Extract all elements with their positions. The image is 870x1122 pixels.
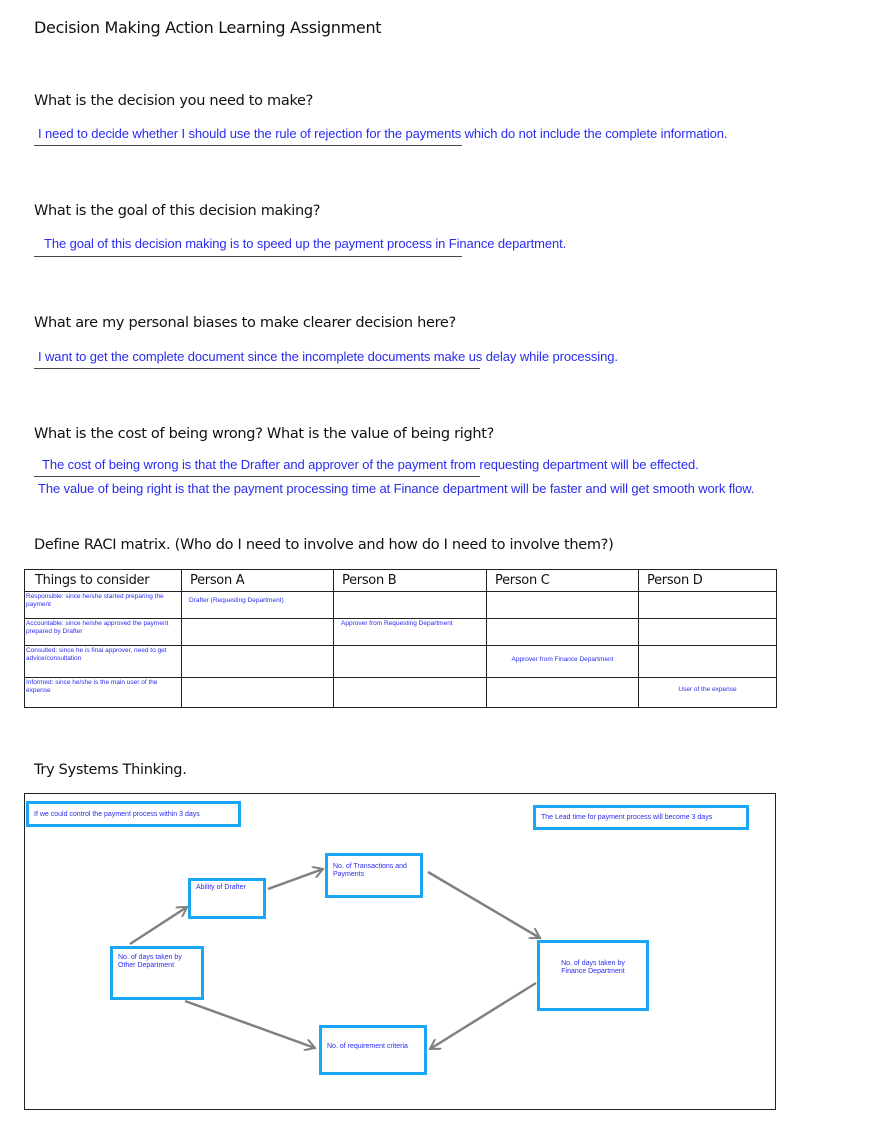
answer-line — [34, 476, 480, 477]
raci-col-things: Things to consider — [25, 570, 182, 592]
answer-line — [34, 368, 480, 369]
raci-row-responsible — [25, 592, 777, 619]
raci-col-person-a: Person A — [182, 570, 334, 592]
raci-table — [24, 569, 777, 708]
raci-cell-c: Approver from Finance Department — [487, 646, 639, 678]
node-ability-of-drafter: Ability of Drafter — [188, 878, 266, 919]
raci-cell-b: Approver from Requesting Department — [334, 619, 487, 646]
question-biases: What are my personal biases to make clearer decision here? — [34, 315, 456, 331]
raci-consider: Consulted: since he is final approver, need to get advice/consultation — [25, 646, 182, 678]
answer-decision: I need to decide whether I should use the rule of rejection for the payments which do not include the complete information. — [38, 126, 728, 141]
answer-biases: I want to get the complete document since the incomplete documents make us delay while processing. — [38, 349, 618, 364]
node-days-finance-department: No. of days taken by Finance Department — [537, 940, 649, 1011]
raci-col-person-b: Person B — [334, 570, 487, 592]
raci-cell-d — [639, 646, 777, 678]
raci-cell-b — [334, 646, 487, 678]
raci-cell-d — [639, 619, 777, 646]
raci-consider: Responsible: since he/she started preparing the payment — [25, 592, 182, 619]
question-goal: What is the goal of this decision making? — [34, 203, 321, 219]
answer-cost: The cost of being wrong is that the Drafter and approver of the payment from requesting department will be effected. — [42, 457, 699, 472]
raci-cell-c — [487, 619, 639, 646]
raci-cell-a — [182, 678, 334, 708]
raci-cell-a — [182, 619, 334, 646]
node-transactions-payments: No. of Transactions and Payments — [325, 853, 423, 898]
raci-consider: Accountable: since he/she approved the payment prepared by Drafter — [25, 619, 182, 646]
raci-cell-b — [334, 678, 487, 708]
note-outcome: The Lead time for payment process will become 3 days — [533, 805, 749, 830]
node-requirement-criteria: No. of requirement criteria — [319, 1025, 427, 1075]
raci-row-consulted — [25, 646, 777, 678]
raci-cell-d: User of the expense — [639, 678, 777, 708]
raci-cell-c — [487, 678, 639, 708]
raci-cell-d — [639, 592, 777, 619]
question-cost-value: What is the cost of being wrong? What is the value of being right? — [34, 426, 495, 442]
systems-heading: Try Systems Thinking. — [34, 762, 187, 778]
question-decision: What is the decision you need to make? — [34, 93, 314, 109]
raci-row-informed — [25, 678, 777, 708]
node-days-other-department: No. of days taken by Other Department — [110, 946, 204, 1000]
document-title: Decision Making Action Learning Assignment — [34, 18, 382, 37]
answer-goal: The goal of this decision making is to speed up the payment process in Finance department. — [44, 236, 567, 251]
raci-consider: Informed: since he/she is the main user of the expense — [25, 678, 182, 708]
answer-line — [34, 256, 462, 257]
raci-cell-b — [334, 592, 487, 619]
raci-col-person-c: Person C — [487, 570, 639, 592]
raci-cell-c — [487, 592, 639, 619]
answer-line — [34, 145, 462, 146]
note-condition: If we could control the payment process within 3 days — [26, 801, 241, 827]
raci-col-person-d: Person D — [639, 570, 777, 592]
raci-heading: Define RACI matrix. (Who do I need to involve and how do I need to involve them?) — [34, 537, 614, 553]
raci-header-row — [25, 570, 777, 592]
answer-value: The value of being right is that the payment processing time at Finance department will be faster and will get smooth work flow. — [38, 481, 755, 496]
raci-row-accountable — [25, 619, 777, 646]
raci-cell-a — [182, 646, 334, 678]
raci-cell-a: Drafter (Requesting Department) — [182, 592, 334, 619]
